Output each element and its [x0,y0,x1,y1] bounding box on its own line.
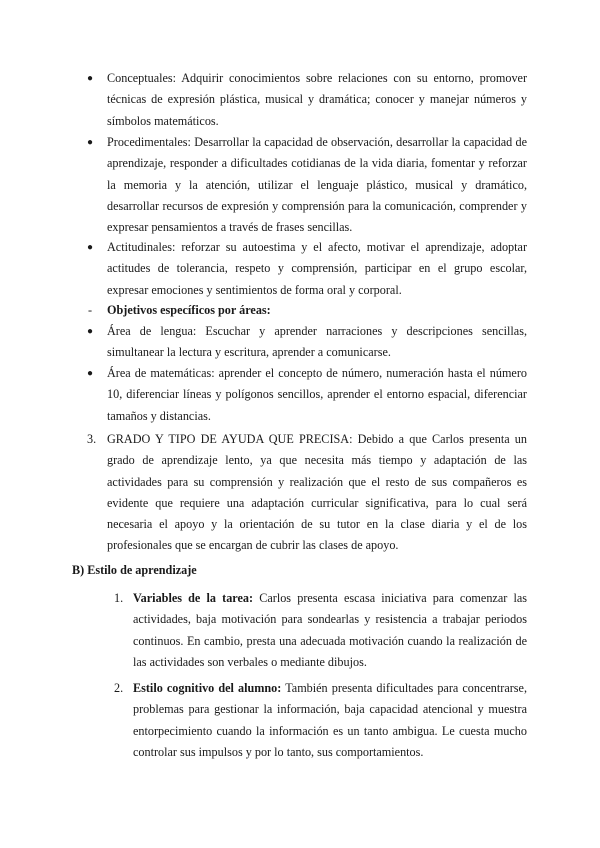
item-text: Desarrollar la capacidad de observación, desarrollar la capacidad de aprendizaje, responder a dificultades cotidianas de la vida diaria, fomentar y reforzar la memoria y la atención, utilizar el lenguaje plástico, musical y dramático, desarrollar recursos de expresión y comprensión para la comunicación, comprender y expresar pensamientos a través de frases sencillas. [107,135,527,235]
item-text: También presenta dificultades para concentrarse, problemas para gestionar la información, baja capacidad atencional y muestra entorpecimiento cuando la información es un tanto ambigua. Le cuesta mucho controlar sus impulsos y por lo tanto, sus comportamientos. [133,681,527,759]
item-label: Conceptuales: [107,71,177,85]
list-item-conceptuales [107,68,527,132]
bullet-icon: ● [87,73,94,84]
list-number: 2. [114,681,124,695]
list-item-area-matematicas [107,363,527,427]
bullet-icon: ● [87,242,94,253]
list-item-variables-tarea [133,588,527,673]
dash-marker: - [88,303,93,317]
list-item-grado-ayuda [107,429,527,557]
item-label: Procedimentales: [107,135,191,149]
list-number: 1. [114,591,124,605]
list-item-area-lengua [107,321,527,364]
item-text: Adquirir conocimientos sobre relaciones con su entorno, promover técnicas de expresión plástica, musical y dramática; conocer y manejar números y símbolos matemáticos. [107,71,528,128]
bullet-icon: ● [87,137,94,148]
item-label: Actitudinales: [107,240,176,254]
list-item-actitudinales [107,237,527,301]
item-text: Área de matemáticas: aprender el concepto de número, numeración hasta el número 10, diferenciar líneas y polígonos sencillos, aprender el entorno espacial, diferenciar tamaños y distancias. [107,366,527,423]
item-text: Carlos presenta escasa iniciativa para comenzar las actividades, baja motivación para sondearlas y resistencia a trabajar periodos continuos. En cambio, presta una adecuada motivación cuando la realización de las actividades son verbales o mediante dibujos. [133,591,528,669]
item-text: Área de lengua: Escuchar y aprender narraciones y descripciones sencillas, simultanear la lectura y escritura, aprender a comunicarse. [107,324,527,360]
subheading-text: Objetivos específicos por áreas: [107,303,271,317]
section-heading: B) Estilo de aprendizaje [72,563,197,577]
item-label: Variables de la tarea: [133,591,254,605]
list-item-procedimentales [107,132,527,238]
item-text: reforzar su autoestima y el afecto, motivar el aprendizaje, adoptar actitudes de tolerancia, respeto y comprensión, participar en el grupo escolar, expresar emociones y sentimientos de forma oral y corporal. [107,240,527,297]
bullet-icon: ● [87,368,94,379]
item-label: Estilo cognitivo del alumno: [133,681,282,695]
subheading-objetivos [107,300,527,321]
item-text: GRADO Y TIPO DE AYUDA QUE PRECISA: Debido a que Carlos presenta un grado de aprendizaje lento, ya que necesita más tiempo y adaptación de las actividades para su comprensión y realización que el resto de sus compañeros es evidente que requiere una adaptación curricular significativa, para lo cual será necesaria el apoyo y la orientación de su tutor en la clase diaria y el de los profesionales que se encargan de cubrir las clases de apoyo. [107,432,527,553]
list-number: 3. [87,432,97,446]
list-item-estilo-cognitivo [133,678,527,763]
bullet-icon: ● [87,326,94,337]
